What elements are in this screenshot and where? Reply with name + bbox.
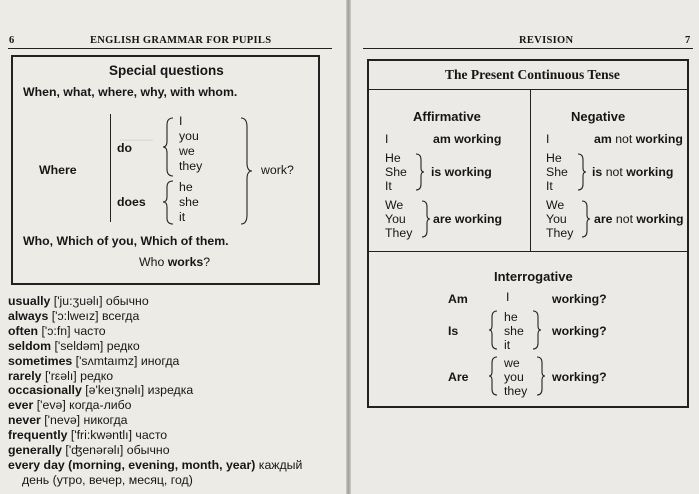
subject-i: I — [179, 114, 183, 128]
int-is: Is — [448, 324, 459, 338]
neg-he-brace — [577, 153, 587, 191]
who-works-line: Who works? — [139, 255, 211, 269]
int-he-left-brace — [488, 310, 498, 350]
neg-subject-i: I — [546, 132, 550, 146]
running-header-right: REVISION — [519, 35, 574, 46]
vocab-item-every-day: every day (morning, evening, month, year) каждый — [8, 457, 303, 472]
aff-he-brace — [415, 153, 425, 191]
neg-subject-she: She — [546, 165, 568, 179]
aff-am-working: am working — [433, 132, 502, 146]
who-line: Who, Which of you, Which of them. — [23, 234, 229, 248]
neg-we-brace — [581, 200, 591, 238]
neg-are-not-working: are not working — [594, 212, 684, 226]
page-number-right: 7 — [685, 35, 691, 46]
vocab-item: always ['ɔ:lweız] всегда — [8, 308, 140, 323]
int-am: Am — [448, 292, 468, 306]
vocab-item: usually ['ju:ʒuəlı] обычно — [8, 294, 149, 308]
page-number-left: 6 — [9, 35, 15, 46]
verb-work: work? — [261, 163, 294, 177]
neg-is-not-working: is not working — [592, 165, 674, 179]
negative-heading: Negative — [571, 109, 626, 124]
subject-it: it — [179, 210, 186, 224]
left-page — [0, 0, 347, 494]
vocab-item: frequently ['fri:kwəntlı] часто — [8, 428, 168, 443]
int-subject-they: they — [504, 384, 528, 398]
vocab-item: never ['nevə] никогда — [8, 413, 128, 428]
do-subjects-left-brace — [163, 117, 175, 177]
int-subject-he: he — [504, 310, 518, 324]
int-subject-i: I — [506, 290, 510, 304]
int-we-left-brace — [488, 356, 498, 396]
int-subject-we: we — [504, 356, 520, 370]
present-continuous-table — [367, 59, 689, 408]
header-rule-right — [363, 48, 693, 49]
aff-we-brace — [421, 200, 431, 238]
int-working-3: working? — [552, 370, 607, 384]
vocab-item: ever ['evə] когда-либо — [8, 398, 132, 413]
vocab-item-every-day-translation: день (утро, вечер, месяц, год) — [22, 472, 193, 487]
vocab-item: sometimes ['sʌmtaımz] иногда — [8, 353, 180, 368]
neg-subject-it: It — [546, 179, 553, 193]
aff-subject-we: We — [385, 198, 404, 212]
vocab-item: seldom ['seldəm] редко — [8, 338, 140, 353]
aff-subject-he: He — [385, 151, 401, 165]
do-label: do — [117, 141, 133, 155]
running-header-left: ENGLISH GRAMMAR FOR PUPILS — [90, 35, 272, 46]
where-label: Where — [39, 163, 77, 177]
box-title: Special questions — [109, 63, 224, 78]
subject-you: you — [179, 129, 199, 143]
special-questions-box — [11, 55, 320, 285]
int-subject-she: she — [504, 324, 524, 338]
neg-subject-they: They — [546, 226, 574, 240]
vocab-item: rarely ['rεəlı] редко — [8, 368, 114, 383]
int-he-right-brace — [532, 310, 542, 350]
vocab-item: generally ['ʤenərəlı] обычно — [8, 443, 170, 458]
right-page — [351, 0, 699, 494]
affirmative-heading: Affirmative — [413, 109, 481, 124]
int-subject-it: it — [504, 338, 511, 352]
vocab-item: occasionally [ə'keıʒnəlı] изредка — [8, 383, 194, 398]
interrogative-heading: Interrogative — [494, 269, 573, 284]
vocab-item: often ['ɔ:fn] часто — [8, 323, 106, 338]
subject-she: she — [179, 195, 199, 209]
subject-he: he — [179, 180, 193, 194]
neg-subject-you: You — [546, 212, 567, 226]
section-divider — [369, 251, 687, 252]
neg-subject-we: We — [546, 198, 565, 212]
does-label: does — [117, 195, 146, 209]
question-words: When, what, where, why, with whom. — [23, 85, 238, 99]
neg-am-not-working: am not working — [594, 132, 683, 146]
int-subject-you: you — [504, 370, 524, 384]
neg-subject-he: He — [546, 151, 562, 165]
subject-they: they — [179, 159, 203, 173]
int-we-right-brace — [536, 356, 546, 396]
subjects-right-brace — [239, 117, 253, 225]
aff-subject-it: It — [385, 179, 392, 193]
bleed-through-text: ——— — [120, 134, 153, 146]
int-are: Are — [448, 370, 469, 384]
aff-are-working: are working — [433, 212, 503, 226]
aff-subject-she: She — [385, 165, 407, 179]
header-rule-left — [8, 48, 332, 49]
aff-subject-you: You — [385, 212, 406, 226]
column-divider — [530, 89, 531, 251]
does-subjects-left-brace — [163, 180, 175, 225]
title-divider — [369, 89, 687, 90]
int-working-1: working? — [552, 292, 607, 306]
aff-subject-i: I — [385, 132, 389, 146]
int-working-2: working? — [552, 324, 607, 338]
aff-is-working: is working — [431, 165, 492, 179]
do-column-line — [110, 114, 111, 222]
aff-subject-they: They — [385, 226, 413, 240]
tense-title: The Present Continuous Tense — [445, 67, 620, 82]
subject-we: we — [179, 144, 195, 158]
adverbs-vocabulary-list — [8, 294, 302, 488]
